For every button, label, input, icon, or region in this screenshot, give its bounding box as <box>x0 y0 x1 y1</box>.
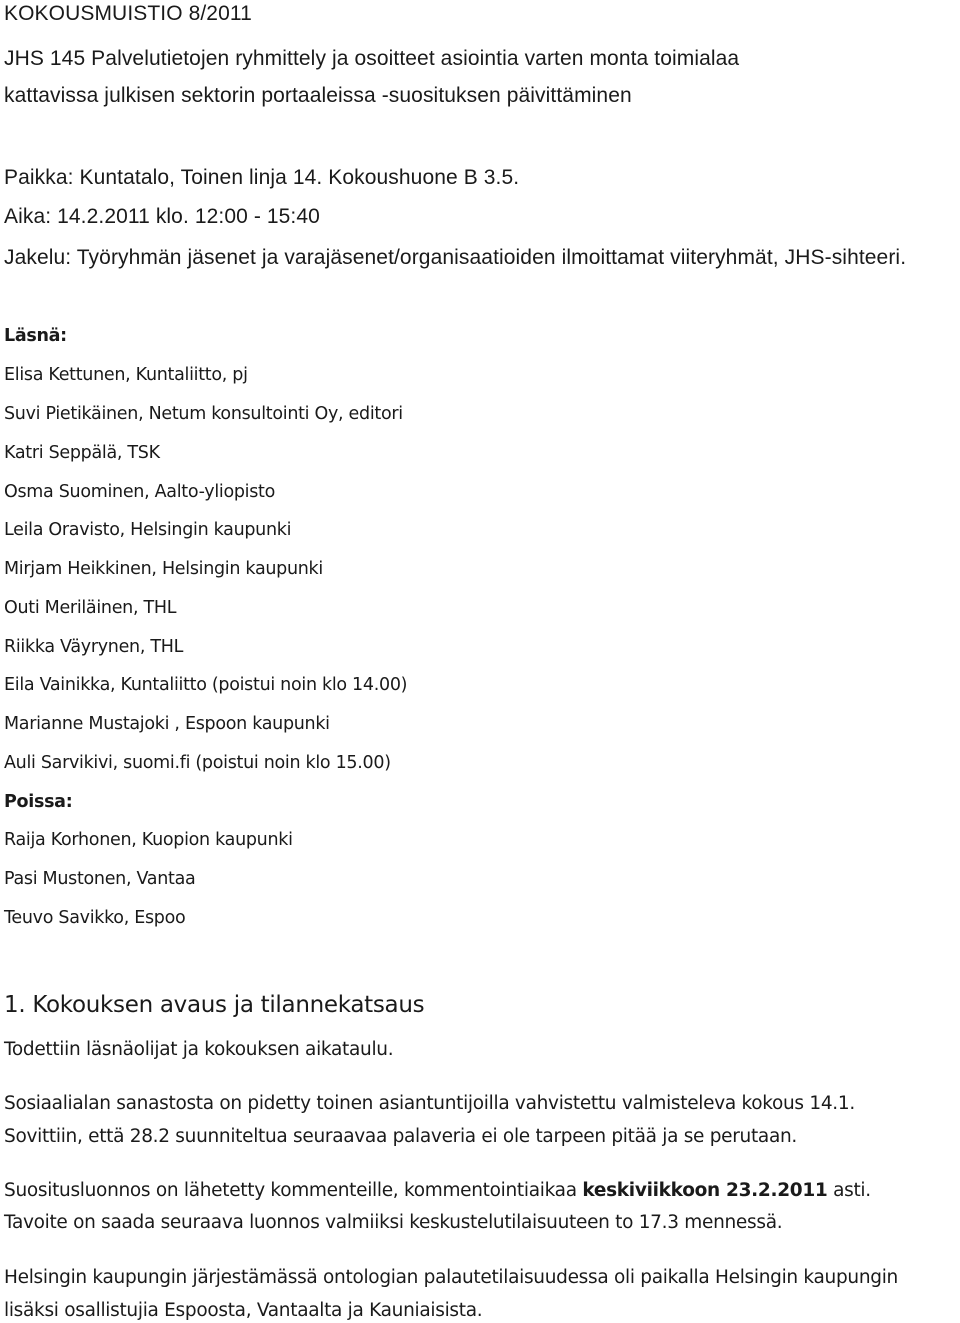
present-item: Outi Meriläinen, THL <box>4 598 177 618</box>
meeting-distribution: Jakelu: Työryhmän jäsenet ja varajäsenet/organisaatioiden ilmoittamat viiteryhmät, JHS-sihteeri. <box>4 246 907 269</box>
present-item: Elisa Kettunen, Kuntaliitto, pj <box>4 365 248 385</box>
section-paragraph: Sovittiin, että 28.2 suunniteltua seuraavaa palaveria ei ole tarpeen pitää ja se perutaan. <box>4 1126 797 1147</box>
section-paragraph: Helsingin kaupungin järjestämässä ontologian palautetilaisuudessa oli paikalla Helsingin kaupungin <box>4 1267 898 1288</box>
deadline-text-post: asti. <box>827 1180 871 1201</box>
absent-item: Pasi Mustonen, Vantaa <box>4 869 196 889</box>
absent-item: Raija Korhonen, Kuopion kaupunki <box>4 830 293 850</box>
present-item: Mirjam Heikkinen, Helsingin kaupunki <box>4 559 323 579</box>
present-item: Riikka Väyrynen, THL <box>4 637 184 657</box>
document-subtitle-line2: kattavissa julkisen sektorin portaaleissa -suosituksen päivittäminen <box>4 84 632 107</box>
deadline-text-pre: Suositusluonnos on lähetetty kommenteille, kommentointiaikaa <box>4 1180 583 1201</box>
meeting-place: Paikka: Kuntatalo, Toinen linja 14. Kokoushuone B 3.5. <box>4 166 520 189</box>
section-heading: 1. Kokouksen avaus ja tilannekatsaus <box>4 992 425 1018</box>
document-subtitle-line1: JHS 145 Palvelutietojen ryhmittely ja osoitteet asiointia varten monta toimialaa <box>4 47 740 70</box>
present-item: Auli Sarvikivi, suomi.fi (poistui noin klo 15.00) <box>4 753 391 773</box>
document-title: KOKOUSMUISTIO 8/2011 <box>4 2 252 25</box>
deadline-date: keskiviikkoon 23.2.2011 <box>582 1180 828 1201</box>
section-paragraph: lisäksi osallistujia Espoosta, Vantaalta ja Kauniaisista. <box>4 1300 483 1321</box>
present-item: Eila Vainikka, Kuntaliitto (poistui noin klo 14.00) <box>4 675 408 695</box>
present-item: Marianne Mustajoki , Espoon kaupunki <box>4 714 330 734</box>
present-item: Leila Oravisto, Helsingin kaupunki <box>4 520 292 540</box>
meeting-time: Aika: 14.2.2011 klo. 12:00 - 15:40 <box>4 205 320 228</box>
present-item: Suvi Pietikäinen, Netum konsultointi Oy, editori <box>4 404 403 424</box>
section-paragraph <box>4 1180 871 1201</box>
section-paragraph: Tavoite on saada seuraava luonnos valmiiksi keskustelutilaisuuteen to 17.3 mennessä. <box>4 1212 783 1233</box>
present-item: Katri Seppälä, TSK <box>4 443 160 463</box>
section-paragraph: Sosiaalialan sanastosta on pidetty toinen asiantuntijoilla vahvistettu valmisteleva kokous 14.1. <box>4 1093 855 1114</box>
absent-heading: Poissa: <box>4 792 73 812</box>
present-heading: Läsnä: <box>4 326 67 346</box>
present-item: Osma Suominen, Aalto-yliopisto <box>4 482 276 502</box>
absent-item: Teuvo Savikko, Espoo <box>4 908 186 928</box>
section-paragraph: Todettiin läsnäolijat ja kokouksen aikataulu. <box>4 1039 394 1060</box>
